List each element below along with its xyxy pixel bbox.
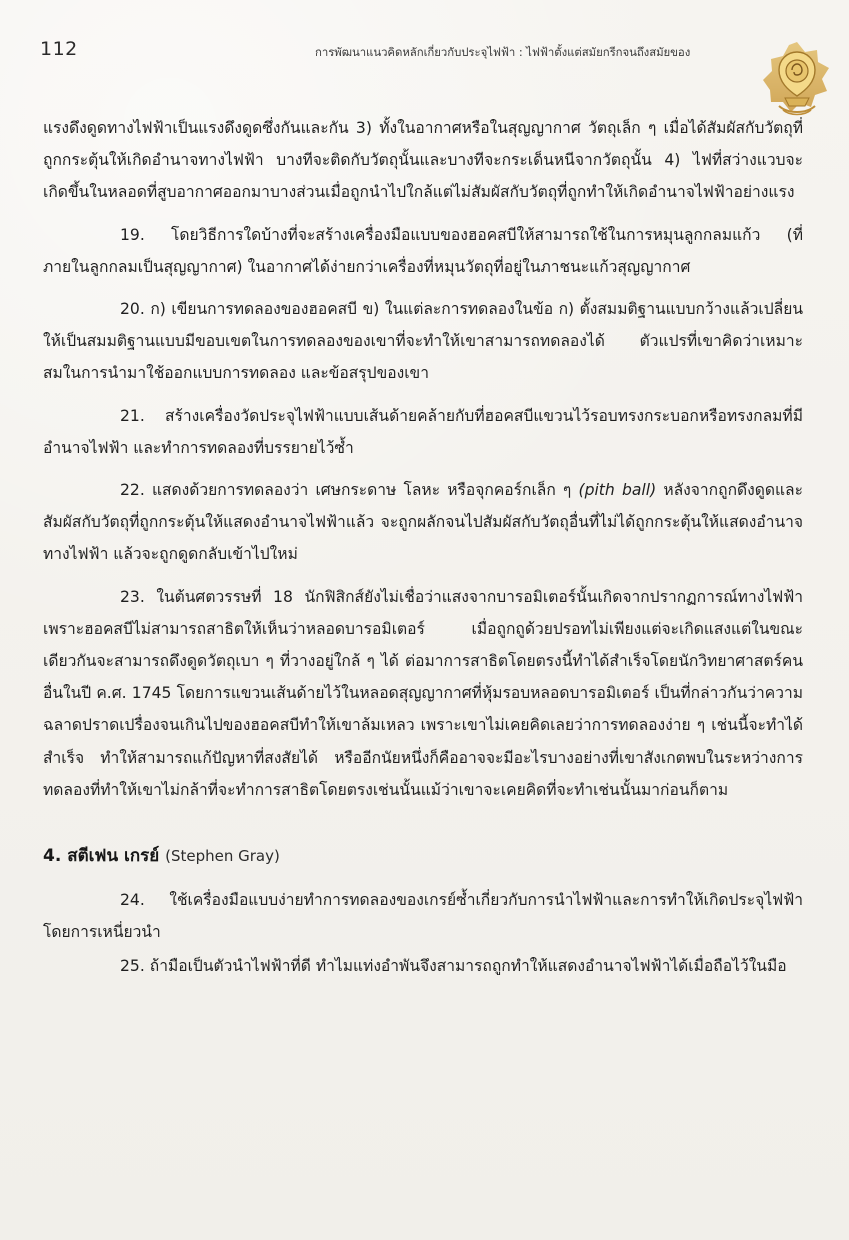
paragraph-22-before: 22. แสดงด้วยการทดลองว่า เศษกระดาษ โลหะ หรือจุกคอร์กเล็ก ๆ (120, 481, 572, 500)
section-heading-latin: (Stephen Gray) (165, 847, 280, 866)
paragraph-22 (43, 474, 803, 571)
section-heading (43, 842, 803, 870)
page-header (40, 34, 833, 94)
running-head: การพัฒนาแนวคิดหลักเกี่ยวกับประจุไฟฟ้า : ไฟฟ้าตั้งแต่สมัยกรีกจนถึงสมัยของ (315, 45, 691, 59)
page-number: 112 (40, 38, 78, 60)
paragraph-continuation: แรงดึงดูดทางไฟฟ้าเป็นแรงดึงดูดซึ่งกันและกัน 3) ทั้งในอากาศหรือในสุญญากาศ วัตถุเล็ก ๆ เมื่อได้สัมผัสกับวัตถุที่ถูกกระตุ้นให้เกิดอำนาจทางไฟฟ้า บางทีจะติดกับวัตถุนั้นและบางทีจะกระเด็นหนีจากวัตถุนั้น 4) ไฟที่สว่างแวบจะเกิดขึ้นในหลอดที่สูบอากาศออกมาบางส่วนเมื่อถูกนำไปใกล้แต่ไม่สัมผัสกับวัตถุที่ถูกทำให้เกิดอำนาจไฟฟ้าอย่างแรง (43, 119, 803, 202)
section-heading-thai: 4. สตีเฟน เกรย์ (43, 846, 160, 867)
paragraph-25: 25. ถ้ามือเป็นตัวนำไฟฟ้าที่ดี ทำไมแท่งอำพันจึงสามารถถูกทำให้แสดงอำนาจไฟฟ้าได้เมื่อถือไว้ในมือ (120, 957, 787, 976)
paragraph-23: 23. ในต้นศตวรรษที่ 18 นักฟิสิกส์ยังไม่เชื่อว่าแสงจากบารอมิเตอร์นั้นเกิดจากปรากฏการณ์ทางไฟฟ้า เพราะฮอคสบีไม่สามารถสาธิตให้เห็นว่าหลอดบารอมิเตอร์ เมื่อถูกถูด้วยปรอทไม่เพียงแต่จะเกิดแสงแต่ในขณะเดียวกันจะสามารถดึงดูดวัตถุเบา ๆ ที่วางอยู่ใกล้ ๆ ได้ ต่อมาการสาธิตโดยตรงนี้ทำได้สำเร็จโดยนักวิทยาศาสตร์คนอื่นในปี ค.ศ. 1745 โดยการแขวนเส้นด้ายไว้ในหลอดสุญญากาศที่หุ้มรอบหลอดบารอมิเตอร์ เป็นที่กล่าวกันว่าความฉลาดปราดเปรื่องจนเกินไปของฮอคสบีทำให้เขาล้มเหลว เพราะเขาไม่เคยคิดเลยว่าการทดลองง่าย ๆ เช่นนี้จะทำได้สำเร็จ ทำให้สามารถแก้ปัญหาที่สงสัยได้ หรืออีกนัยหนึ่งก็คืออาจจะมีอะไรบางอย่างที่เขาสังเกตพบในระหว่างการทดลองที่ทำให้เขาไม่กล้าที่จะทำการสาธิตโดยตรงเช่นนั้นแม้ว่าเขาจะเคยคิดที่จะทำเช่นนั้นมาก่อนก็ตาม (43, 587, 803, 799)
page-content (43, 112, 803, 985)
paragraph-22-after: หลังจากถูกดึงดูดและสัมผัสกับวัตถุที่ถูกกระตุ้นให้แสดงอำนาจไฟฟ้าแล้ว จะถูกผลักจนไปสัมผัสกับวัตถุอื่นที่ไม่ได้ถูกกระตุ้นให้แสดงอำนาจทางไฟฟ้า แล้วจะถูกดูดกลับเข้าไปใหม่ (43, 481, 803, 564)
paragraph-22-italic: (pith ball) (578, 481, 657, 500)
paragraph-20: 20. ก) เขียนการทดลองของฮอคสบี ข) ในแต่ละการทดลองในข้อ ก) ตั้งสมมติฐานแบบกว้างแล้วเปลี่ยนให้เป็นสมมติฐานแบบมีขอบเขตในการทดลองของเขาที่จะทำให้เขาสามารถทดลองได้ ตัวแปรที่เขาคิดว่าเหมาะสมในการนำมาใช้ออกแบบการทดลอง และข้อสรุปของเขา (43, 300, 803, 383)
paragraph-19: 19. โดยวิธีการใดบ้างที่จะสร้างเครื่องมือแบบของฮอคสบีให้สามารถใช้ในการหมุนลูกกลมแก้ว (ที่ภายในลูกกลมเป็นสุญญากาศ) ในอากาศได้ง่ายกว่าเครื่องที่หมุนวัตถุที่อยู่ในภาชนะแก้วสุญญากาศ (43, 225, 803, 276)
paragraph-24: 24. ใช้เครื่องมือแบบง่ายทำการทดลองของเกรย์ซ้ำเกี่ยวกับการนำไฟฟ้าและการทำให้เกิดประจุไฟฟ้า โดยการเหนี่ยวนำ (43, 891, 803, 942)
paragraph-21: 21. สร้างเครื่องวัดประจุไฟฟ้าแบบเส้นด้ายคล้ายกับที่ฮอคสบีแขวนไว้รอบทรงกระบอกหรือทรงกลมที่มีอำนาจไฟฟ้า และทำการทดลองที่บรรยายไว้ซ้ำ (43, 406, 803, 457)
